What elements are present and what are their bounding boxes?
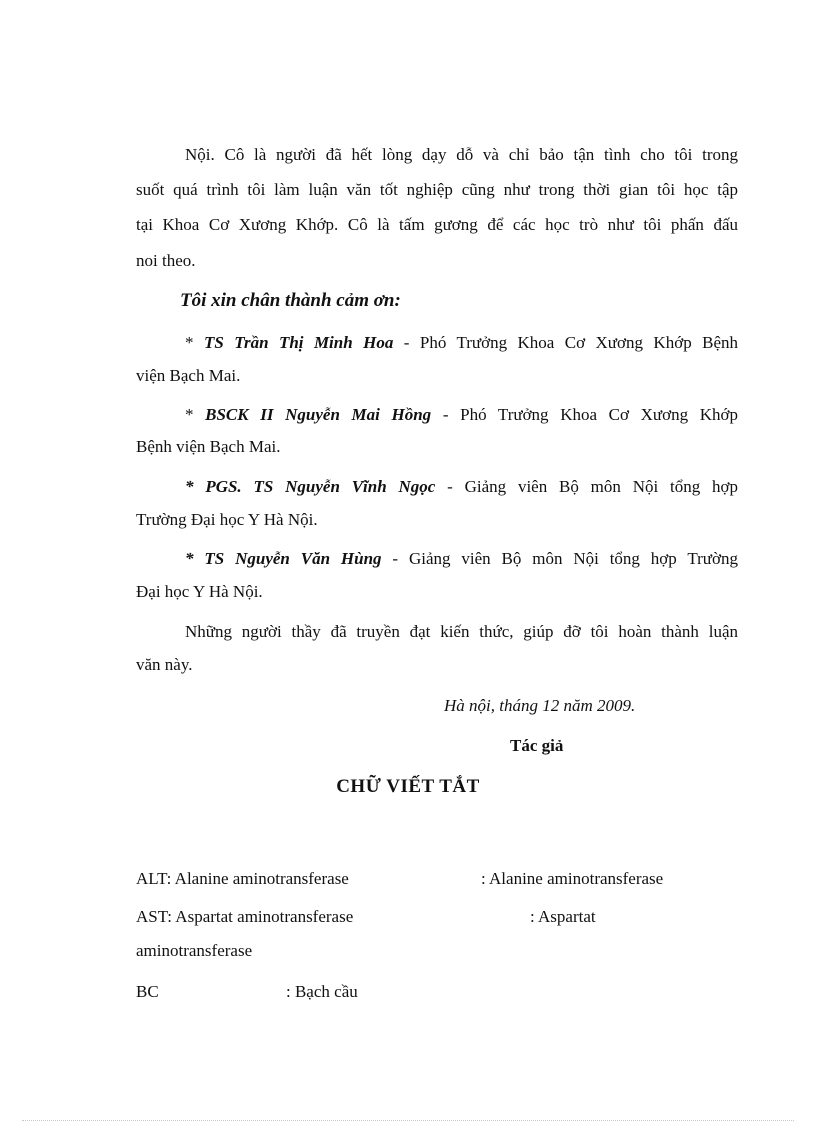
bullet: * <box>185 405 194 424</box>
acknowledgement-continuation: viện Bạch Mai. <box>136 366 241 385</box>
person-name: TS Nguyễn Văn Hùng <box>204 549 382 568</box>
acknowledgement-continuation: Đại học Y Hà Nội. <box>136 582 263 601</box>
acknowledgement-continuation: Trường Đại học Y Hà Nội. <box>136 510 318 529</box>
author-label: Tác giả <box>510 736 564 755</box>
bullet: * <box>185 549 205 568</box>
closing-line: Những người thầy đã truyền đạt kiến thức, giúp đỡ tôi hoàn thành luận <box>185 622 738 641</box>
person-name: TS Trần Thị Minh Hoa <box>203 333 394 352</box>
page-bottom-divider <box>22 1120 794 1121</box>
acknowledgement-line <box>185 477 738 497</box>
acknowledgement-continuation: Bệnh viện Bạch Mai. <box>136 437 281 456</box>
paragraph-line: Nội. Cô là người đã hết lòng dạy dỗ và chỉ bảo tận tình cho tôi trong <box>185 145 738 164</box>
closing-line: văn này. <box>136 655 193 674</box>
bullet: * <box>185 333 194 352</box>
person-role: - Giảng viên Bộ môn Nội tổng hợp Trường <box>392 549 738 568</box>
acknowledgement-line <box>185 549 738 569</box>
person-name: BSCK II Nguyễn Mai Hồng <box>205 405 432 424</box>
thanks-heading: Tôi xin chân thành cảm ơn: <box>180 290 401 311</box>
acknowledgement-line <box>185 405 738 425</box>
date-line: Hà nội, tháng 12 năm 2009. <box>444 696 636 715</box>
paragraph-line: noi theo. <box>136 251 196 270</box>
abbreviation-term: AST: Aspartat aminotransferase <box>136 907 354 926</box>
acknowledgement-line <box>185 333 738 353</box>
abbreviations-title: CHỮ VIẾT TẮT <box>336 776 480 797</box>
person-name: PGS. TS Nguyễn Vĩnh Ngọc <box>205 477 436 496</box>
bullet: * <box>185 477 206 496</box>
abbreviation-definition: : Aspartat <box>530 907 596 926</box>
abbreviation-definition: : Bạch cầu <box>286 982 358 1001</box>
paragraph-line: tại Khoa Cơ Xương Khớp. Cô là tấm gương để các học trò như tôi phấn đấu <box>136 215 738 234</box>
abbreviation-term: ALT: Alanine aminotransferase <box>136 869 349 888</box>
person-role: - Phó Trưởng Khoa Cơ Xương Khớp <box>442 405 739 424</box>
paragraph-line: suốt quá trình tôi làm luận văn tốt nghiệp cũng như trong thời gian tôi học tập <box>136 180 738 199</box>
abbreviation-definition: : Alanine aminotransferase <box>481 869 664 888</box>
abbreviation-term: BC <box>136 982 159 1001</box>
person-role: - Giảng viên Bộ môn Nội tổng hợp <box>447 477 739 496</box>
abbreviation-continuation: aminotransferase <box>136 941 253 960</box>
person-role: - Phó Trưởng Khoa Cơ Xương Khớp Bệnh <box>403 333 739 352</box>
